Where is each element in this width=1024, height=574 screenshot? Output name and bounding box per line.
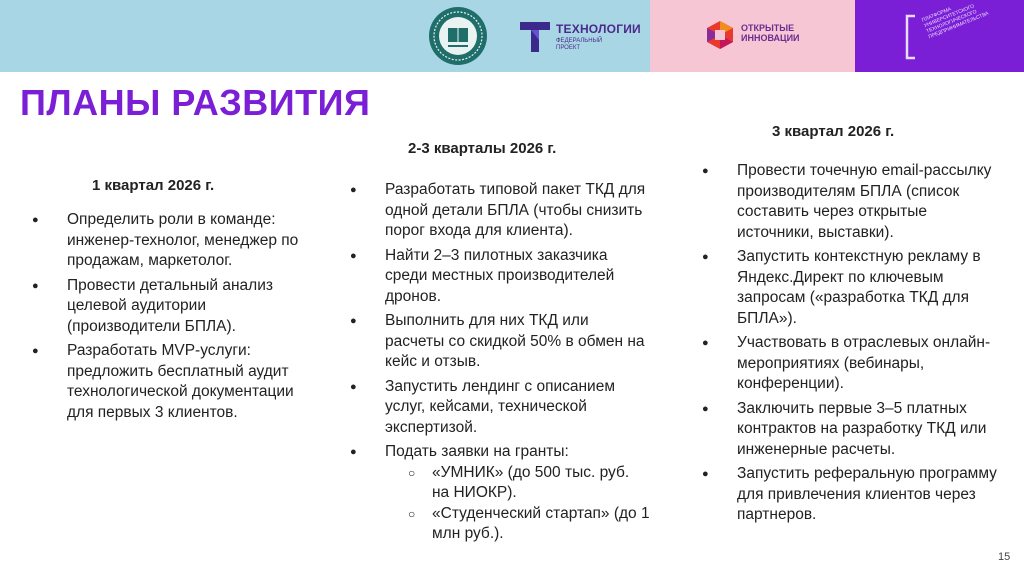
list-item: ● Провести детальный анализ целевой аудитории (производители БПЛА). [32, 276, 312, 338]
column-heading-q3: 3 квартал 2026 г. [772, 123, 895, 140]
open-innovations-icon [705, 20, 735, 50]
list-item: ● Запустить лендинг с описанием услуг, кейсами, технической экспертизой. [350, 377, 650, 439]
tech-t-icon [518, 18, 552, 54]
list-item: ● Заключить первые 3–5 платных контрактов на разработку ТКД или инженерные расчеты. [702, 399, 1002, 461]
header-band-blue [0, 0, 395, 72]
oi-line1: ОТКРЫТЫЕ [741, 23, 795, 33]
tech-logo-title: ТЕХНОЛОГИИ [556, 22, 641, 36]
list-item-text: Подать заявки на гранты: [385, 443, 569, 460]
list-item: ● Определить роли в команде: инженер-технолог, менеджер по продажам, маркетолог. [32, 210, 312, 272]
sublist-item: ○ «УМНИК» (до 500 тыс. руб. на НИОКР). [385, 463, 650, 504]
tech-logo-subtitle: ФЕДЕРАЛЬНЫЙ ПРОЕКТ [556, 38, 603, 51]
plan-list-q1 [32, 210, 312, 427]
list-item: ● Участвовать в отраслевых онлайн-мероприятиях (вебинары, конференции). [702, 333, 1002, 395]
column-heading-q1: 1 квартал 2026 г. [92, 177, 215, 194]
list-item: ● Разработать MVP-услуги: предложить бесплатный аудит технологической документации для первых 3 клиентов. [32, 341, 312, 423]
column-heading-q2-q3: 2-3 кварталы 2026 г. [408, 140, 557, 157]
university-seal-icon [428, 6, 488, 66]
sublist-item: ○ «Студенческий стартап» (до 1 млн руб.). [385, 504, 650, 545]
open-innovations-logo [705, 16, 825, 56]
oi-line2: ИННОВАЦИИ [741, 33, 800, 43]
open-innovations-title [741, 23, 800, 43]
platform-logo [905, 3, 1015, 60]
list-item: ● Провести точечную email-рассылку производителям БПЛА (список составить через открытые источники, выставки). [702, 161, 1002, 243]
list-item: ● Запустить контекстную рекламу в Яндекс.Директ по ключевым запросам («разработка ТКД для БПЛА»). [702, 247, 1002, 329]
list-item: ● Найти 2–3 пилотных заказчика среди местных производителей дронов. [350, 246, 650, 308]
page-title: ПЛАНЫ РАЗВИТИЯ [20, 82, 371, 123]
platform-logo-text: ПЛАТФОРМА УНИВЕРСИТЕТСКОГО ТЕХНОЛОГИЧЕСКОГО ПРЕДПРИНИМАТЕЛЬСТВА [921, 3, 990, 41]
page-number: 15 [998, 551, 1011, 563]
tech-logo [518, 14, 643, 58]
list-item: ● Разработать типовой пакет ТКД для одной детали БПЛА (чтобы снизить порог входа для клиента). [350, 180, 650, 242]
plan-list-q2-q3 [350, 180, 650, 549]
list-item: ● Выполнить для них ТКД или расчеты со скидкой 50% в обмен на кейс и отзыв. [350, 311, 650, 373]
list-item-grants [350, 442, 650, 545]
grant-sublist [385, 463, 650, 545]
plan-list-q3 [702, 161, 1002, 530]
list-item: ● Запустить реферальную программу для привлечения клиентов через партнеров. [702, 464, 1002, 526]
